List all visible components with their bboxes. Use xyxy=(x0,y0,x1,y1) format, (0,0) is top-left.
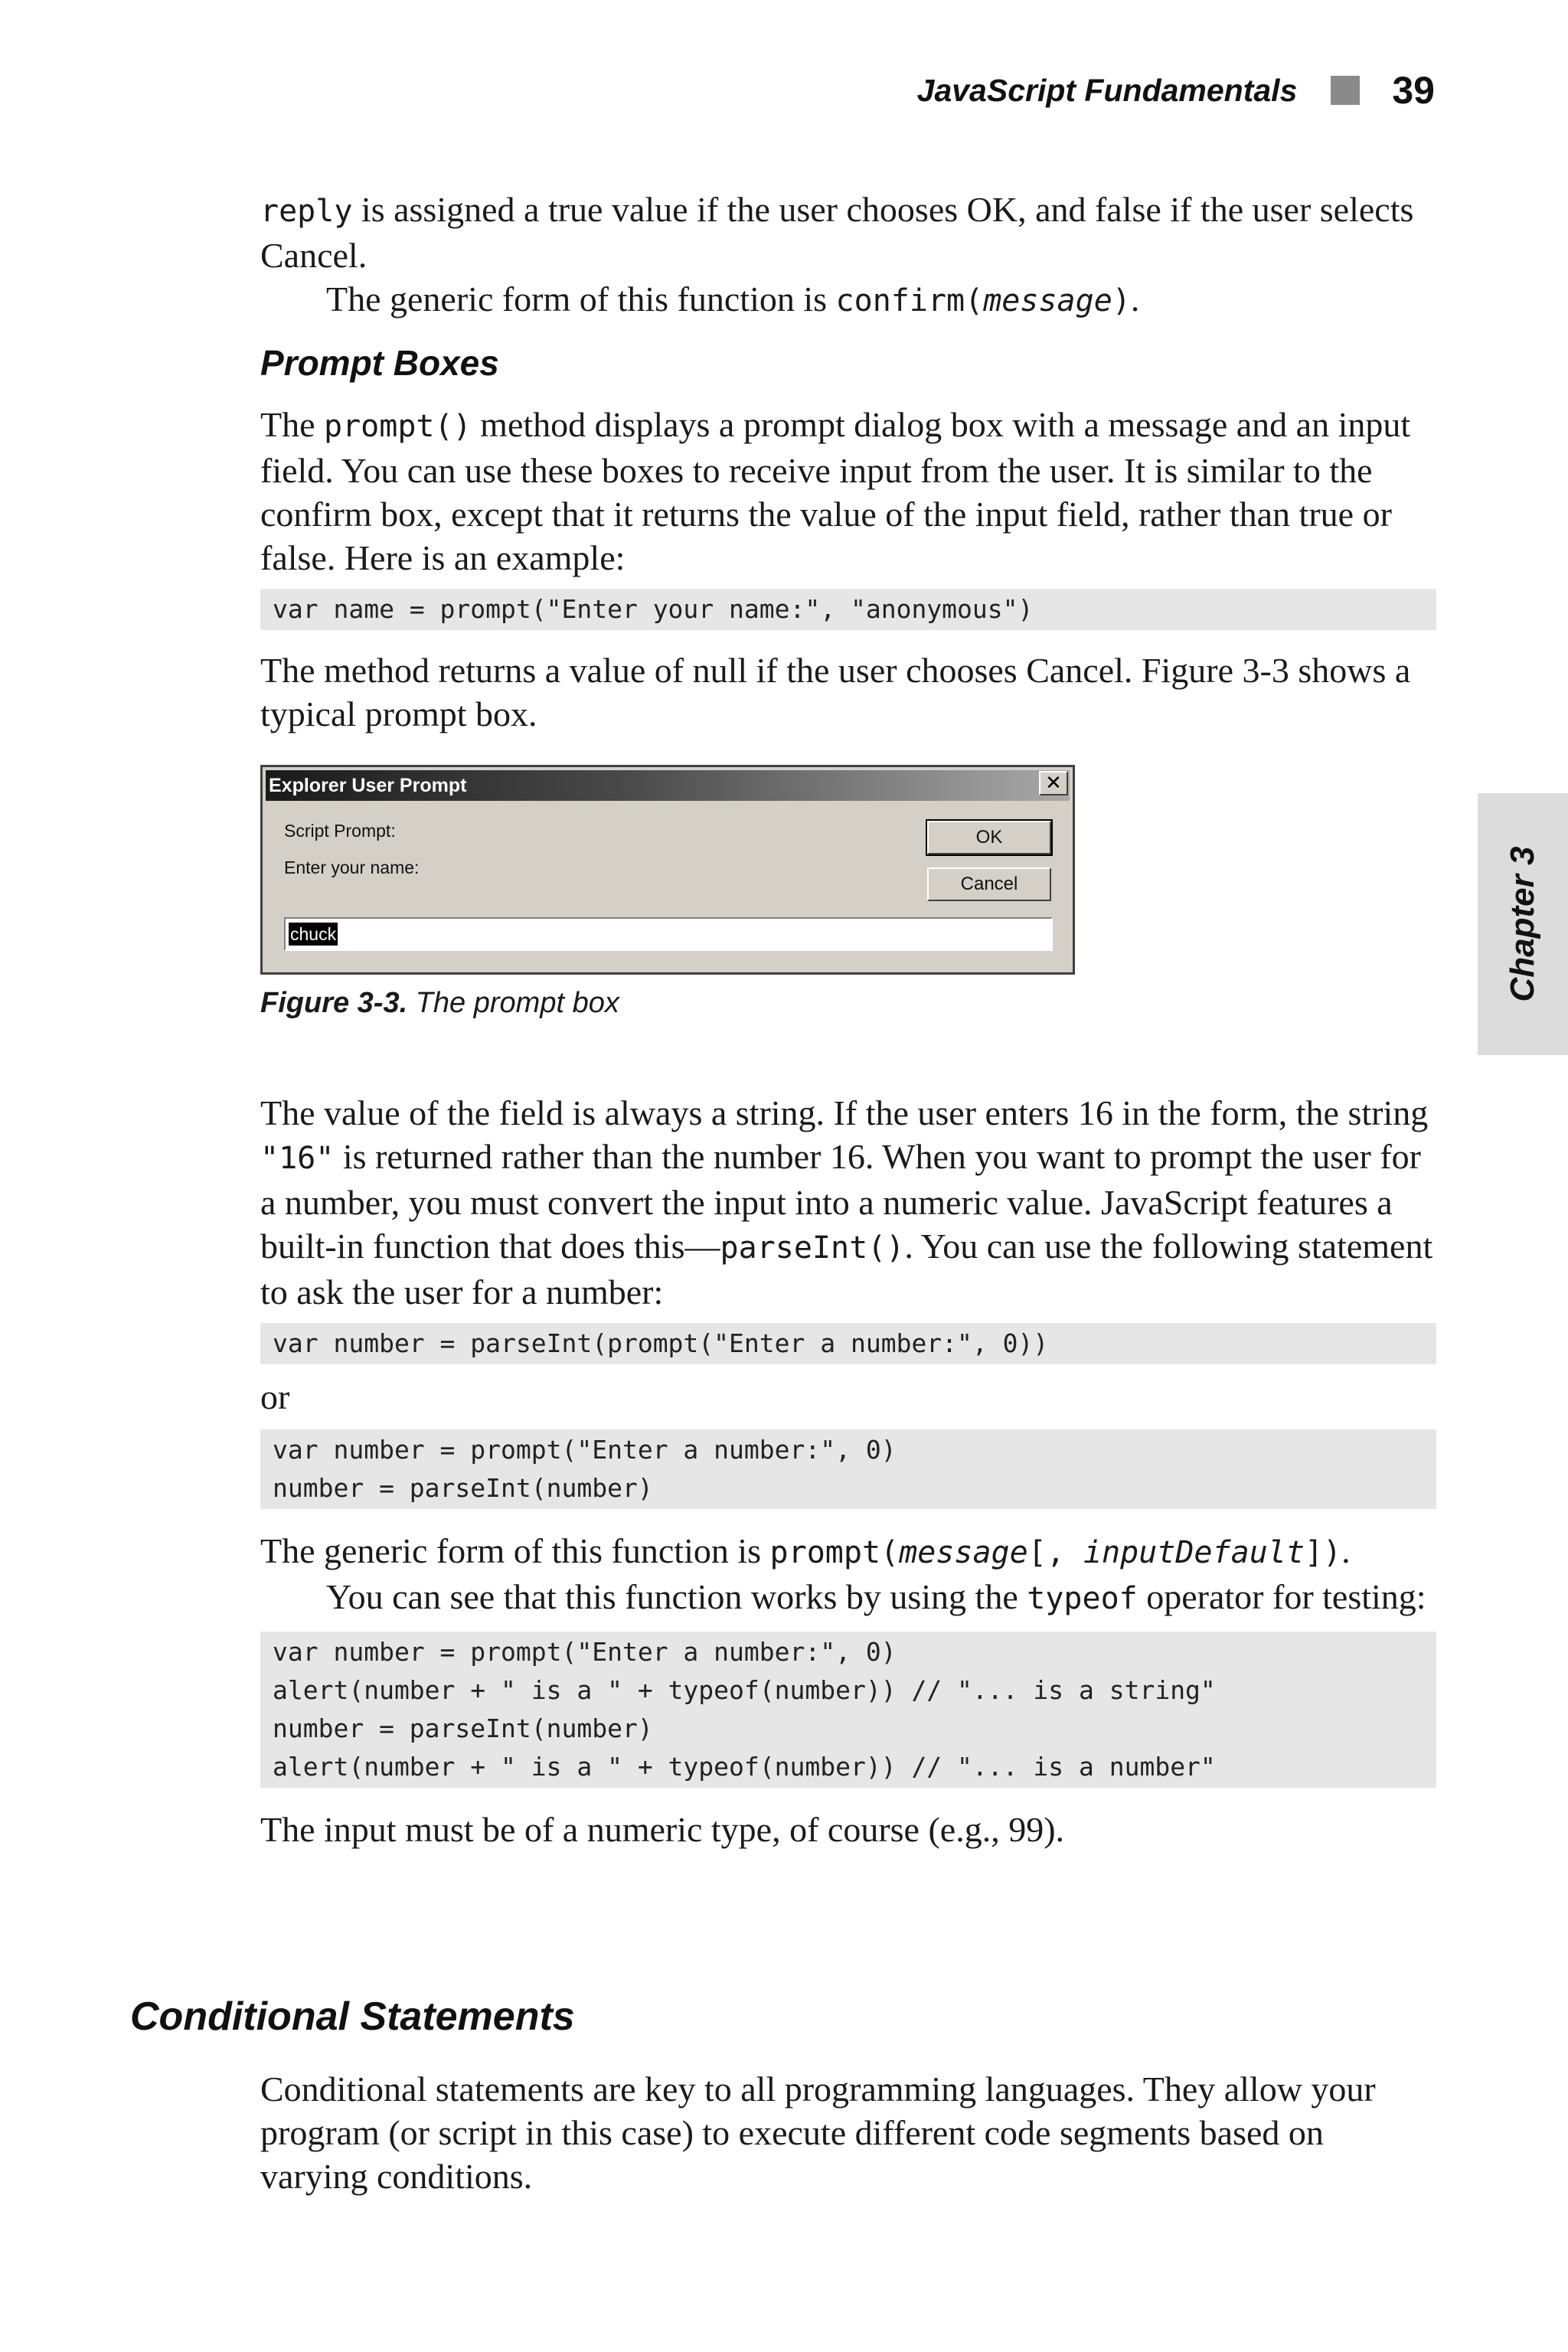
main-content xyxy=(260,188,1436,1851)
heading-prompt-boxes: Prompt Boxes xyxy=(260,343,499,383)
heading-conditional-statements: Conditional Statements xyxy=(130,1994,575,2039)
cancel-button[interactable]: Cancel xyxy=(927,867,1051,901)
paragraph-or: or xyxy=(260,1377,290,1416)
figure-caption-label: Figure 3-3. xyxy=(260,987,408,1019)
paragraph-text: is assigned a true value if the user chooses OK, and false if the user selects Cancel. xyxy=(260,190,1414,275)
paragraph-text: The xyxy=(260,405,325,444)
paragraph-text: operator for testing: xyxy=(1137,1577,1426,1616)
paragraph-text: The generic form of this function is xyxy=(326,279,836,318)
inline-code-reply: reply xyxy=(260,194,353,229)
figure-caption-text: The prompt box xyxy=(407,987,619,1019)
running-header xyxy=(917,67,1435,113)
paragraph-reply xyxy=(260,188,1436,277)
paragraph-string-value xyxy=(260,1091,1436,1314)
paragraph-typeof xyxy=(260,1575,1436,1621)
code-part: prompt( xyxy=(769,1535,900,1570)
code-block-typeof-test: var number = prompt("Enter a number:", 0) alert(number + " is a " + typeof(number)) // "... is a string" number = parseInt(number) alert(number + " is a " + typeof(number)) // "... is a number" xyxy=(260,1632,1436,1788)
paragraph-conditional-intro: Conditional statements are key to all programming languages. They allow your program (or script in this case) to execute different code segments based on varying conditions. xyxy=(260,2069,1376,2196)
code-part: ) xyxy=(1112,283,1131,318)
paragraph-text: is returned rather than the number 16. When you want to prompt the user for a number, you must convert the input into a numeric value. JavaScript features a built-in function that does this— xyxy=(260,1137,1421,1266)
paragraph-text: You can see that this function works by using the xyxy=(326,1577,1027,1616)
page-number: 39 xyxy=(1392,69,1435,112)
inline-code-parseint: parseInt() xyxy=(720,1230,905,1266)
inline-code-16: "16" xyxy=(260,1141,335,1176)
code-argument: message xyxy=(899,1535,1028,1570)
dialog-title: Explorer User Prompt xyxy=(269,775,467,796)
dialog-label-enter-name: Enter your name: xyxy=(284,858,420,877)
name-input-selected-text: chuck xyxy=(290,924,337,944)
punctuation: . xyxy=(1130,279,1140,318)
inline-code-prompt: prompt() xyxy=(324,409,472,444)
inline-code-confirm xyxy=(836,283,1131,318)
running-title: JavaScript Fundamentals xyxy=(916,72,1298,108)
code-block-prompt-then-parse: var number = prompt("Enter a number:", 0) number = parseInt(number) xyxy=(260,1429,1436,1509)
punctuation: . xyxy=(1341,1531,1351,1570)
code-part: [, xyxy=(1027,1535,1083,1570)
code-argument: message xyxy=(983,283,1112,318)
paragraph-prompt-form xyxy=(260,1529,1436,1575)
code-block-prompt-name: var name = prompt("Enter your name:", "anonymous") xyxy=(260,589,1436,630)
paragraph-prompt-intro xyxy=(260,403,1436,580)
code-block-parseint-prompt: var number = parseInt(prompt("Enter a number:", 0)) xyxy=(260,1323,1436,1364)
dialog-label-script-prompt: Script Prompt: xyxy=(284,821,396,841)
paragraph-text: . You can use the following statement to ask the user for a number: xyxy=(260,1227,1433,1312)
paragraph-null-return: The method returns a value of null if the user chooses Cancel. Figure 3-3 shows a typical prompt box. xyxy=(260,651,1411,733)
dialog-title-bar xyxy=(266,770,1070,801)
code-part: ]) xyxy=(1304,1535,1342,1570)
chapter-thumb-tab-label: Chapter 3 xyxy=(1504,846,1541,1002)
prompt-dialog-figure xyxy=(260,765,1075,975)
paragraph-text: The generic form of this function is xyxy=(260,1531,770,1570)
paragraph-confirm-form xyxy=(260,277,1436,323)
header-square-ornament xyxy=(1331,76,1360,105)
figure-caption xyxy=(260,985,1436,1021)
chapter-thumb-tab xyxy=(1478,793,1568,1055)
paragraph-numeric-type: The input must be of a numeric type, of course (e.g., 99). xyxy=(260,1810,1065,1849)
paragraph-text: The value of the field is always a string. If the user enters 16 in the form, the string xyxy=(260,1093,1429,1132)
ok-button[interactable]: OK xyxy=(927,821,1051,854)
paragraph-text: method displays a prompt dialog box with a message and an input field. You can use these boxes to receive input from the user. It is similar to the confirm box, except that it returns the value of the input field, rather than true or false. Here is an example: xyxy=(260,405,1411,577)
code-argument: inputDefault xyxy=(1083,1535,1305,1570)
inline-code-prompt-signature xyxy=(770,1535,1342,1570)
code-part: confirm( xyxy=(835,283,984,318)
name-input[interactable] xyxy=(284,917,1053,951)
inline-code-typeof: typeof xyxy=(1027,1581,1138,1616)
section-content xyxy=(260,2067,1436,2198)
close-icon[interactable]: ✕ xyxy=(1039,771,1068,795)
